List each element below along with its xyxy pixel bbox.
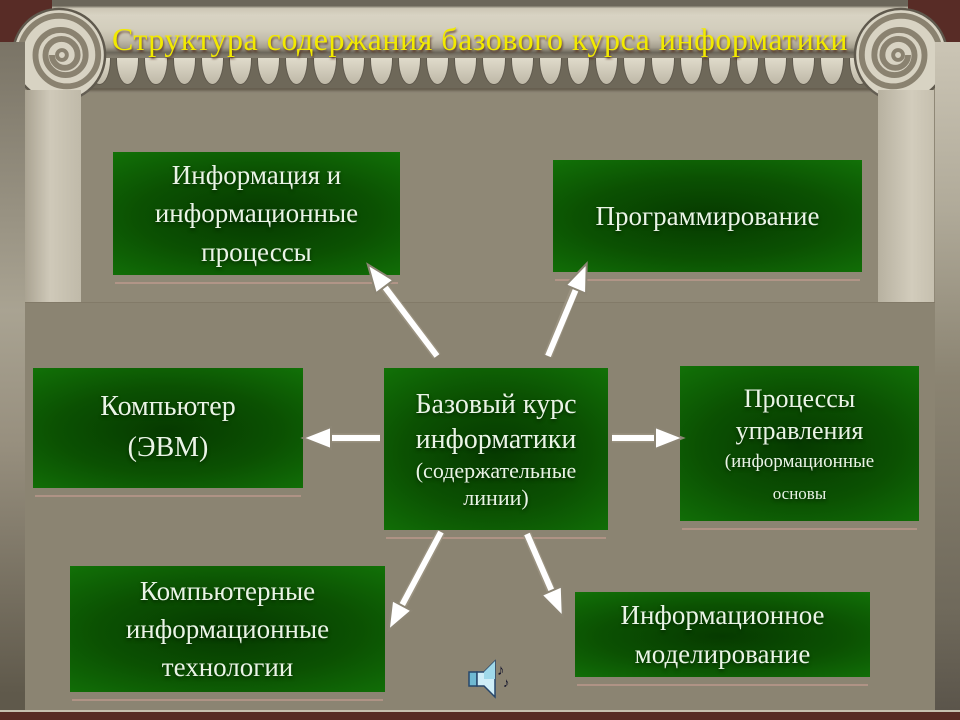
egg-bump	[229, 58, 252, 85]
egg-bump	[116, 58, 139, 85]
egg-bump	[623, 58, 646, 85]
node-computer: Компьютер (ЭВМ)	[33, 368, 303, 488]
egg-bump	[820, 58, 843, 85]
egg-bump	[539, 58, 562, 85]
music-note-icon: ♪	[503, 675, 510, 690]
egg-bump	[511, 58, 534, 85]
egg-bump	[792, 58, 815, 85]
arrow-to-information-modeling	[527, 534, 560, 610]
egg-bump	[144, 58, 167, 85]
node-control-processes: Процессы управления (информационные основы	[680, 366, 919, 521]
sound-speaker-icon[interactable]	[464, 658, 512, 700]
egg-bump	[651, 58, 674, 85]
egg-bump	[285, 58, 308, 85]
egg-bump	[426, 58, 449, 85]
slide-title: Структура содержания базового курса информатики	[111, 21, 849, 57]
egg-bump	[257, 58, 280, 85]
music-note-icon: ♪	[497, 663, 505, 679]
egg-bump	[708, 58, 731, 85]
egg-molding	[82, 58, 878, 88]
arrow-to-computer-technologies	[392, 532, 441, 624]
egg-bump	[680, 58, 703, 85]
column-shaft-left	[25, 90, 81, 302]
node-information-modeling: Информационное моделирование	[575, 592, 870, 677]
frame-edge-right	[935, 42, 960, 714]
egg-bump	[313, 58, 336, 85]
node-basic-course-central: Базовый курс информатики (содержательные линии)	[384, 368, 608, 530]
egg-bump	[595, 58, 618, 85]
node-programming: Программирование	[553, 160, 862, 272]
egg-bump	[764, 58, 787, 85]
node-information-processes: Информация и информационные процессы	[113, 152, 400, 275]
egg-bump	[173, 58, 196, 85]
egg-bump	[398, 58, 421, 85]
egg-bump	[736, 58, 759, 85]
frame-edge-left	[0, 42, 25, 714]
egg-bump	[342, 58, 365, 85]
maroon-bottom-band	[0, 710, 960, 720]
egg-bump	[482, 58, 505, 85]
egg-bump	[201, 58, 224, 85]
egg-bump	[454, 58, 477, 85]
egg-bump	[370, 58, 393, 85]
egg-bump	[567, 58, 590, 85]
node-computer-technologies: Компьютерные информационные технологии	[70, 566, 385, 692]
column-shaft-right	[878, 90, 934, 302]
